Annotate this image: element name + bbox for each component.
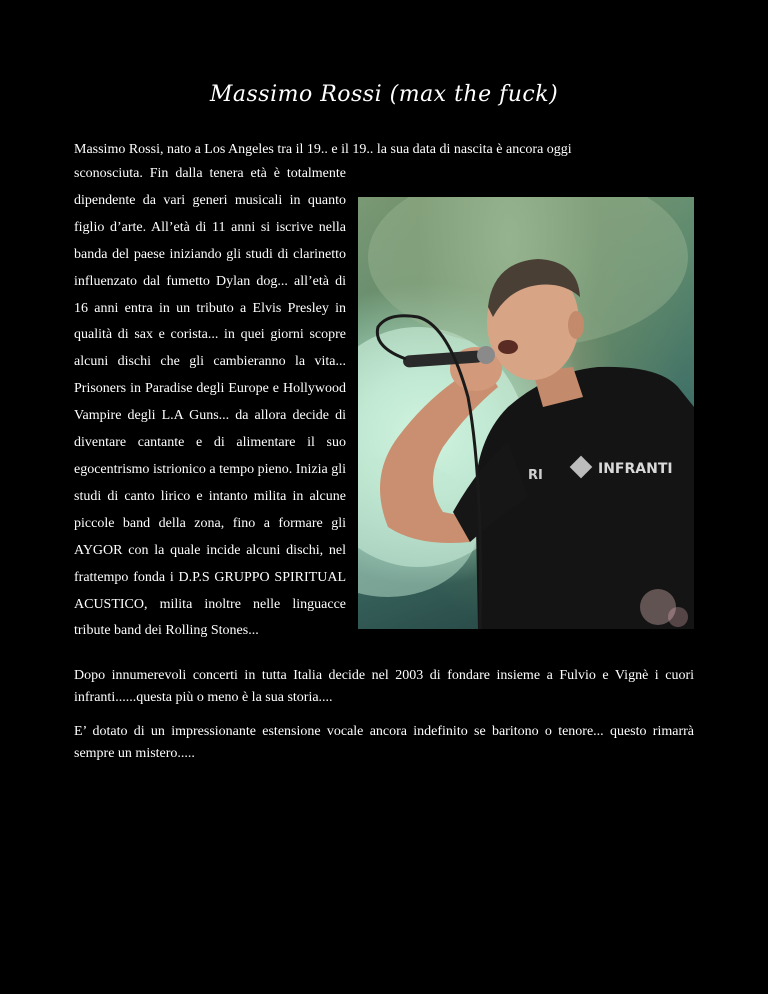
shirt-text: INFRANTI	[598, 461, 673, 477]
paragraph-3: E’ dotato di un impressionante estensione vocale ancora indefinito se baritono o tenore... questo rimarrà sempre un mistero.....	[74, 724, 694, 761]
intro-line: Massimo Rossi, nato a Los Angeles tra il 19.. e il 19.. la sua data di nascita è ancora oggi	[74, 142, 572, 157]
singer-illustration	[358, 197, 694, 629]
shirt-text-left: RI	[528, 468, 543, 483]
paragraph-2: Dopo innumerevoli concerti in tutta Italia decide nel 2003 di fondare insieme a Fulvio e Vignè i cuori infranti......questa più o meno è la sua storia....	[74, 668, 694, 705]
biography-paragraph: sconosciuta. Fin dalla tenera età è totalmente dipendente da vari generi musicali in quanto figlio d’arte. All’età di 11 anni si iscrive nella banda del paese iniziando gli studi di clarinetto influenzato dal fumetto Dylan dog... all’età di 16 anni entra in un tributo a Elvis Presley in qualità di sax e corista... in quei giorni scopre alcuni dischi che gli cambieranno la vita... Prisoners in Paradise degli Europe e Hollywood Vampire degli L.A Guns... da allora decide di diventare cantante e di alimentare il suo egocentrismo istrionico a tempo pieno. Inizia gli studi di canto lirico e intanto milita in alcune piccole band della zona, fino a formare gli AYGOR con la quale incide alcuni dischi, nel frattempo fonda i D.P.S GRUPPO SPIRITUAL ACUSTICO, milita inoltre nelle linguacce tribute band dei Rolling Stones...	[74, 166, 346, 639]
page-title: Massimo Rossi (max the fuck)	[209, 82, 559, 107]
singer-photo	[358, 197, 694, 629]
